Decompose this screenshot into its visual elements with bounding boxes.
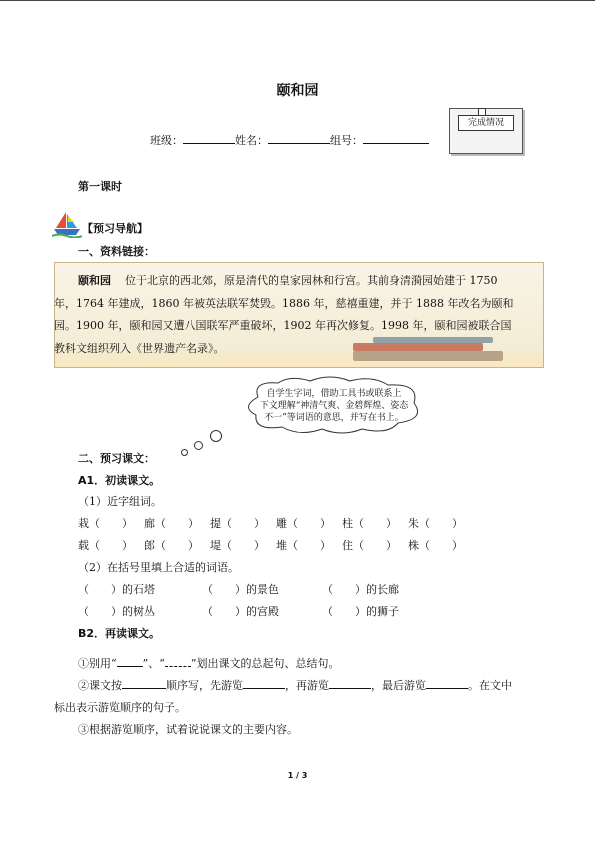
step-2-text-b: 顺序写，先游览 xyxy=(166,679,243,692)
word-item[interactable]: 郎（ ） xyxy=(144,539,199,552)
last-visit-blank[interactable] xyxy=(426,688,468,689)
step-1-text-a: ①别用“ xyxy=(78,657,117,670)
class-label: 班级： xyxy=(150,134,183,147)
fill-item[interactable]: （ ）的树丛 xyxy=(78,605,155,618)
step-1-text-c: ”划出课文的总起句、总结句。 xyxy=(190,657,340,670)
preview-nav-heading: 【预习导航】 xyxy=(82,222,148,235)
step-3: ③根据游览顺序，试着说说课文的主要内容。 xyxy=(78,723,298,736)
thought-bubble-dot-small xyxy=(181,449,188,456)
word-item[interactable]: 堤（ ） xyxy=(210,539,265,552)
group-blank[interactable] xyxy=(363,133,429,144)
group-label: 组号： xyxy=(330,134,363,147)
question-1: （1）近字组词。 xyxy=(78,495,162,508)
top-border-line xyxy=(0,0,595,1)
step-2-text-d: ，最后游览 xyxy=(371,679,426,692)
fill-item[interactable]: （ ）的景色 xyxy=(202,583,279,596)
cloud-line-1: 自学生字词，借助工具书或联系上 xyxy=(266,389,402,399)
paragraph-line-3: 园。1900 年，颐和园又遭八国联军严重破坏，1902 年再次修复。1998 年，颐和园被联合国 xyxy=(54,319,512,332)
page-number: 1 / 3 xyxy=(287,771,308,780)
page-title: 颐和园 xyxy=(276,83,319,99)
word-item[interactable]: 柱（ ） xyxy=(342,517,397,530)
paragraph-line-2: 年，1764 年建成，1860 年被英法联军焚毁。1886 年，慈禧重建，并于 1888 年改名为颐和 xyxy=(54,296,514,310)
fill-row-2 xyxy=(78,603,442,619)
completion-stamp-label: 完成情况 xyxy=(458,115,514,131)
fill-item[interactable]: （ ）的石塔 xyxy=(78,583,155,596)
word-item[interactable]: 栽（ ） xyxy=(78,517,133,530)
fill-item[interactable]: （ ）的狮子 xyxy=(322,605,399,618)
step-2-text-c: ，再游览 xyxy=(285,679,329,692)
word-item[interactable]: 载（ ） xyxy=(78,539,133,552)
section-preview-text: 二、预习课文： xyxy=(78,452,155,465)
word-item[interactable]: 住（ ） xyxy=(342,539,397,552)
name-label: 姓名： xyxy=(235,134,268,147)
step-2-text-a: ②课文按 xyxy=(78,679,122,692)
word-row-1 xyxy=(78,515,474,531)
cloud-text xyxy=(252,388,416,424)
fill-row-1 xyxy=(78,581,442,597)
name-blank[interactable] xyxy=(268,133,330,144)
step-2-text-e: 。在文中 xyxy=(468,679,512,692)
lesson-heading: 第一课时 xyxy=(78,180,122,193)
thought-bubble-dot-large xyxy=(210,430,222,442)
task-b2: B2．再读课文。 xyxy=(78,627,161,640)
paragraph-line-4: 教科文组织列入《世界遗产名录》。 xyxy=(54,341,225,355)
class-blank[interactable] xyxy=(183,133,235,144)
word-item[interactable]: 堆（ ） xyxy=(276,539,331,552)
fill-item[interactable]: （ ）的宫殿 xyxy=(202,605,279,618)
wavy-line-marker xyxy=(165,666,191,667)
question-2: （2）在括号里填上合适的词语。 xyxy=(78,561,239,574)
resource-paragraph xyxy=(54,270,540,360)
sailboat-icon xyxy=(52,210,82,238)
step-2 xyxy=(78,677,512,693)
student-info-line xyxy=(150,132,429,148)
order-blank[interactable] xyxy=(122,688,166,689)
word-item[interactable]: 朱（ ） xyxy=(408,517,463,530)
step-1 xyxy=(78,655,340,671)
word-row-2 xyxy=(78,537,474,553)
line1-text: 位于北京的西北郊，原是清代的皇家园林和行宫。其前身清漪园始建于 1750 xyxy=(125,274,498,287)
cloud-line-3: 不一”等词语的意思，并写在书上。 xyxy=(264,413,404,423)
section-resource-link: 一、资料链接： xyxy=(78,245,155,258)
second-visit-blank[interactable] xyxy=(329,688,371,689)
term-yiheyuan: 颐和园 xyxy=(78,274,111,287)
thought-bubble-dot-medium xyxy=(194,441,203,450)
step-1-text-b: ”、“ xyxy=(142,657,165,670)
paragraph-line-1 xyxy=(54,270,540,293)
word-item[interactable]: 雕（ ） xyxy=(276,517,331,530)
cloud-line-2: 下文理解“神清气爽、金碧辉煌、姿态 xyxy=(259,401,409,411)
word-item[interactable]: 廊（ ） xyxy=(144,517,199,530)
fill-item[interactable]: （ ）的长廊 xyxy=(322,583,399,596)
step-2-continued: 标出表示游览顺序的句子。 xyxy=(54,701,186,714)
word-item[interactable]: 株（ ） xyxy=(408,539,463,552)
task-a1: A1．初读课文。 xyxy=(78,474,161,487)
straight-line-marker xyxy=(117,666,143,667)
first-visit-blank[interactable] xyxy=(243,688,285,689)
completion-stamp-box xyxy=(449,108,523,154)
word-item[interactable]: 提（ ） xyxy=(210,517,265,530)
